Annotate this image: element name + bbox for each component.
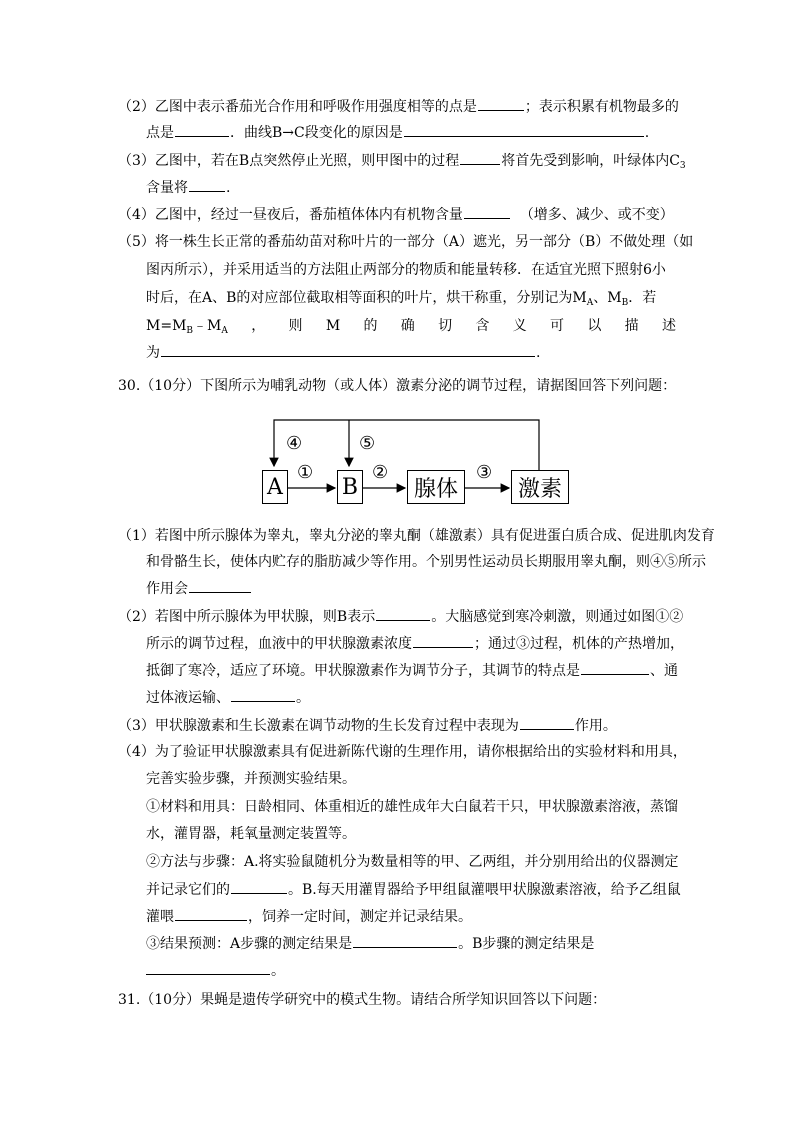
q29-p5-line4: $M=M_B﹣M_A$ ， 则 M 的 确 切 含 义 可 以 描 述 bbox=[146, 318, 676, 336]
q30-p4-line6: 并记录它们的 。B.每天用灌胃器给予甲组鼠灌喂甲状腺激素溶液，给予乙组鼠 bbox=[146, 879, 681, 900]
box-a: A bbox=[262, 470, 288, 504]
q29-p2-line2: 点是 ．曲线B→C段变化的原因是 . bbox=[146, 122, 649, 143]
q30-p4-line4: 水，灌胃器，耗氧量测定装置等。 bbox=[146, 826, 356, 842]
q30-p3-line: （3）甲状腺激素和生长激素在调节动物的生长发育过程中表现为 作用。 bbox=[118, 715, 617, 736]
justified-word: 确 bbox=[400, 318, 415, 334]
answer-blank[interactable] bbox=[520, 715, 574, 730]
justified-word: ， bbox=[251, 318, 266, 334]
box-gland: 腺体 bbox=[407, 470, 465, 504]
answer-blank[interactable] bbox=[581, 660, 649, 675]
answer-blank[interactable] bbox=[189, 177, 225, 192]
answer-blank[interactable] bbox=[231, 687, 295, 702]
justified-word: M bbox=[325, 318, 341, 334]
q30-p4-line3: ①材料和用具：日龄相同、体重相近的雄性成年大白鼠若干只，甲状腺激素溶液，蒸馏 bbox=[146, 799, 678, 815]
answer-blank[interactable] bbox=[478, 96, 524, 111]
justified-word: 描 bbox=[624, 318, 639, 334]
q30-p2-line3: 抵御了寒冷，适应了环境。甲状腺激素作为调节分子，其调节的特点是 、通 bbox=[146, 660, 678, 681]
q29-p5-line3: 时后，在A、B的对应部位截取相等面积的叶片，烘干称重，分别记为$M_A$、$M_B$．若 bbox=[146, 290, 657, 308]
answer-blank[interactable] bbox=[460, 150, 500, 165]
q29-p2-line1: （2）乙图中表示番茄光合作用和呼吸作用强度相等的点是 ；表示积累有机物最多的 bbox=[118, 96, 679, 117]
q29-p5-line1: （5）将一株生长正常的番茄幼苗对称叶片的一部分（A）遮光，另一部分（B）不做处理（如 bbox=[118, 234, 694, 250]
q30-p4-line7: 灌喂 ，饲养一定时间，测定并记录结果。 bbox=[146, 906, 472, 927]
q30-p4-line8: ③结果预测：A步骤的测定结果是 。B步骤的测定结果是 bbox=[146, 933, 594, 954]
label-5: ⑤ bbox=[359, 433, 376, 454]
arrow-4-path bbox=[274, 420, 539, 470]
q30-p1-line1: （1）若图中所示腺体为睾丸，睾丸分泌的睾丸酮（雄激素）具有促进蛋白质合成、促进肌肉发育 bbox=[118, 528, 715, 544]
q30-p1-line2: 和骨骼生长，使体内贮存的脂肪减少等作用。个别男性运动员长期服用睾丸酮，则④⑤所示 bbox=[146, 554, 706, 570]
label-1: ① bbox=[297, 462, 314, 483]
q30-p2-line1: （2）若图中所示腺体为甲状腺，则B表示 。大脑感觉到寒冷刺激，则通过如图①② bbox=[118, 606, 683, 627]
justified-word: 义 bbox=[512, 318, 527, 334]
answer-blank[interactable] bbox=[175, 906, 247, 921]
answer-blank[interactable] bbox=[161, 342, 535, 357]
answer-blank[interactable] bbox=[231, 879, 287, 894]
q30-p4-line5: ②方法与步骤：A.将实验鼠随机分为数量相等的甲、乙两组，并分别用给出的仪器测定 bbox=[146, 854, 679, 870]
answer-blank[interactable] bbox=[146, 960, 270, 975]
label-2: ② bbox=[372, 462, 389, 483]
hormone-regulation-diagram bbox=[255, 412, 575, 512]
q30-p2-line2: 所示的调节过程，血液中的甲状腺激素浓度 ；通过③过程，机体的产热增加， bbox=[146, 633, 684, 654]
box-b: B bbox=[337, 470, 363, 504]
answer-blank[interactable] bbox=[353, 933, 457, 948]
answer-blank[interactable] bbox=[464, 204, 510, 219]
q29-p5-line2: 图丙所示），并采用适当的方法阻止两部分的物质和能量转移．在适宜光照下照射6小 bbox=[146, 262, 666, 278]
q30-p4-line9: 。 bbox=[146, 960, 285, 981]
justified-word: 含 bbox=[475, 318, 490, 334]
answer-blank[interactable] bbox=[404, 122, 644, 137]
box-hormone: 激素 bbox=[511, 470, 569, 504]
q30-title: 30.（10分）下图所示为哺乳动物（或人体）激素分泌的调节过程，请据图回答下列问题： bbox=[118, 378, 677, 394]
justified-word: 以 bbox=[587, 318, 602, 334]
q29-p3-line2: 含量将 . bbox=[146, 177, 230, 198]
justified-word: 的 bbox=[363, 318, 378, 334]
q30-p4-line2: 完善实验步骤，并预测实验结果。 bbox=[146, 771, 356, 787]
q31-title: 31.（10分）果蝇是遗传学研究中的模式生物。请结合所学知识回答以下问题： bbox=[118, 992, 607, 1008]
q29-p3-line1: （3）乙图中，若在B点突然停止光照，则甲图中的过程 将首先受到影响，叶绿体内$C_3$ bbox=[118, 150, 686, 171]
label-4: ④ bbox=[286, 433, 303, 454]
q30-p4-line1: （4）为了验证甲状腺激素具有促进新陈代谢的生理作用，请你根据给出的实验材料和用具， bbox=[118, 744, 687, 760]
answer-blank[interactable] bbox=[175, 122, 229, 137]
justified-word: 可 bbox=[550, 318, 565, 334]
justified-word: 则 bbox=[288, 318, 303, 334]
q29-p5-line5: 为 . bbox=[146, 342, 540, 363]
q30-p2-line4: 过体液运输、 。 bbox=[146, 687, 310, 708]
label-3: ③ bbox=[476, 462, 493, 483]
justified-word: 述 bbox=[661, 318, 676, 334]
answer-blank[interactable] bbox=[376, 606, 430, 621]
answer-blank[interactable] bbox=[413, 633, 473, 648]
justified-word: 切 bbox=[438, 318, 453, 334]
q29-p4-line: （4）乙图中，经过一昼夜后，番茄植体体内有机物含量 （增多、减少、或不变） bbox=[118, 204, 674, 225]
answer-blank[interactable] bbox=[189, 578, 251, 593]
q30-p1-line3: 作用会 bbox=[146, 578, 252, 599]
